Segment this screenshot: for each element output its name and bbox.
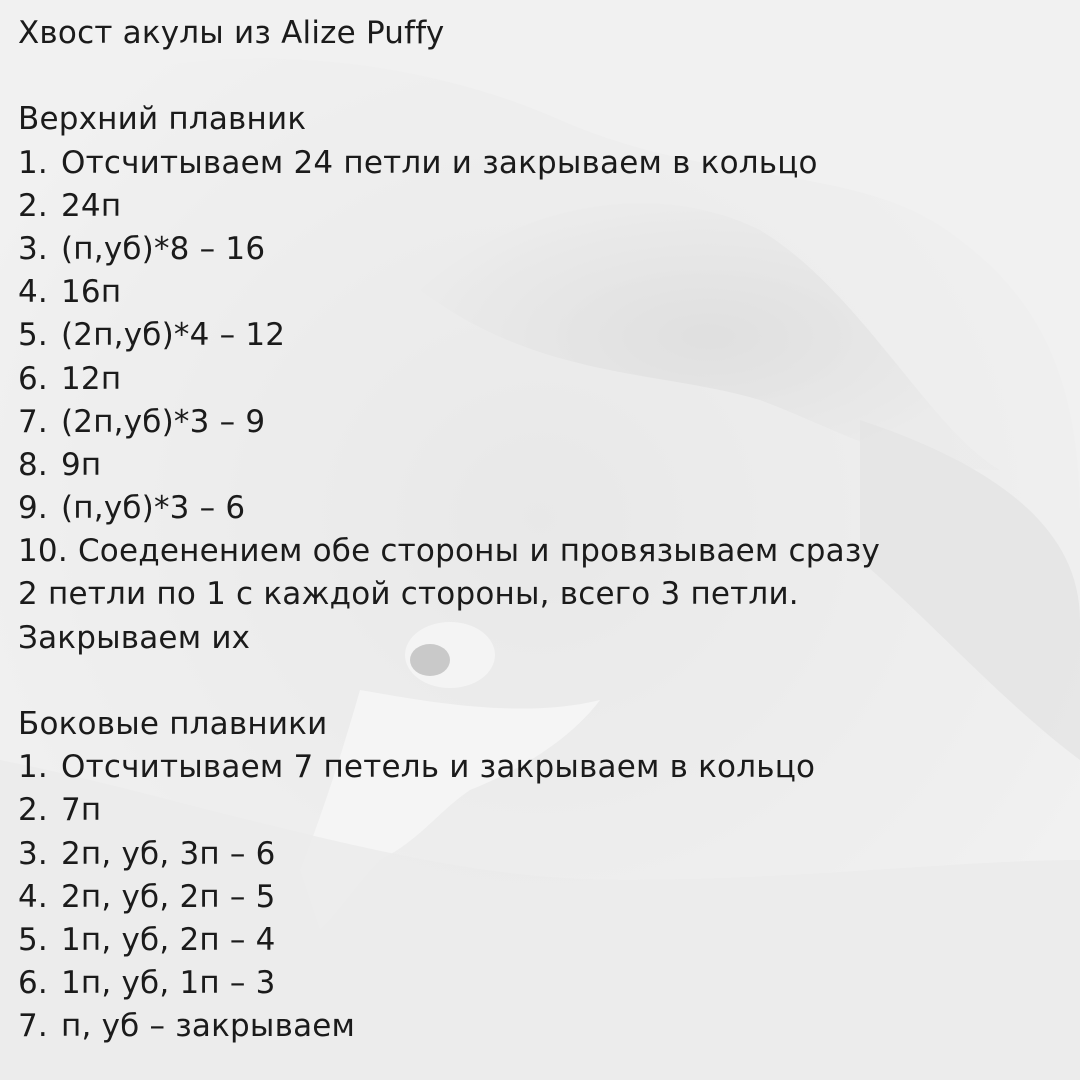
step-row: 2. 7п bbox=[18, 792, 102, 829]
step-row: 3. 2п, уб, 3п – 6 bbox=[18, 835, 276, 872]
step-row: 6. 12п bbox=[18, 360, 122, 397]
step-row: 4. 16п bbox=[18, 274, 122, 311]
section-heading-top-fin: Верхний плавник bbox=[18, 101, 307, 138]
step-row: 3. (п,уб)*8 – 16 bbox=[18, 230, 266, 267]
spacer bbox=[18, 660, 1068, 703]
step-row: 7. п, уб – закрываем bbox=[18, 1008, 356, 1045]
step-row: 1. Отсчитываем 24 петли и закрываем в кольцо bbox=[18, 144, 818, 181]
pattern-text bbox=[18, 12, 1068, 1049]
step-row: 6. 1п, уб, 1п – 3 bbox=[18, 965, 276, 1002]
step-row: 5. 1п, уб, 2п – 4 bbox=[18, 921, 276, 958]
spacer bbox=[18, 55, 1068, 98]
step-row: 2. 24п bbox=[18, 187, 122, 224]
step-10-line-3: Закрываем их bbox=[18, 619, 251, 656]
step-row: 8. 9п bbox=[18, 446, 102, 483]
step-row: 9. (п,уб)*3 – 6 bbox=[18, 490, 246, 527]
step-10-line-1: 10. Соеденением обе стороны и провязываем сразу bbox=[18, 533, 881, 570]
step-row: 7. (2п,уб)*3 – 9 bbox=[18, 403, 266, 440]
step-row: 5. (2п,уб)*4 – 12 bbox=[18, 317, 286, 354]
step-row: 1. Отсчитываем 7 петель и закрываем в кольцо bbox=[18, 749, 816, 786]
page-title: Хвост акулы из Alize Puffy bbox=[18, 15, 445, 51]
section-heading-side-fins: Боковые плавники bbox=[18, 706, 328, 742]
step-row: 4. 2п, уб, 2п – 5 bbox=[18, 878, 276, 915]
step-10-line-2: 2 петли по 1 с каждой стороны, всего 3 петли. bbox=[18, 576, 799, 613]
